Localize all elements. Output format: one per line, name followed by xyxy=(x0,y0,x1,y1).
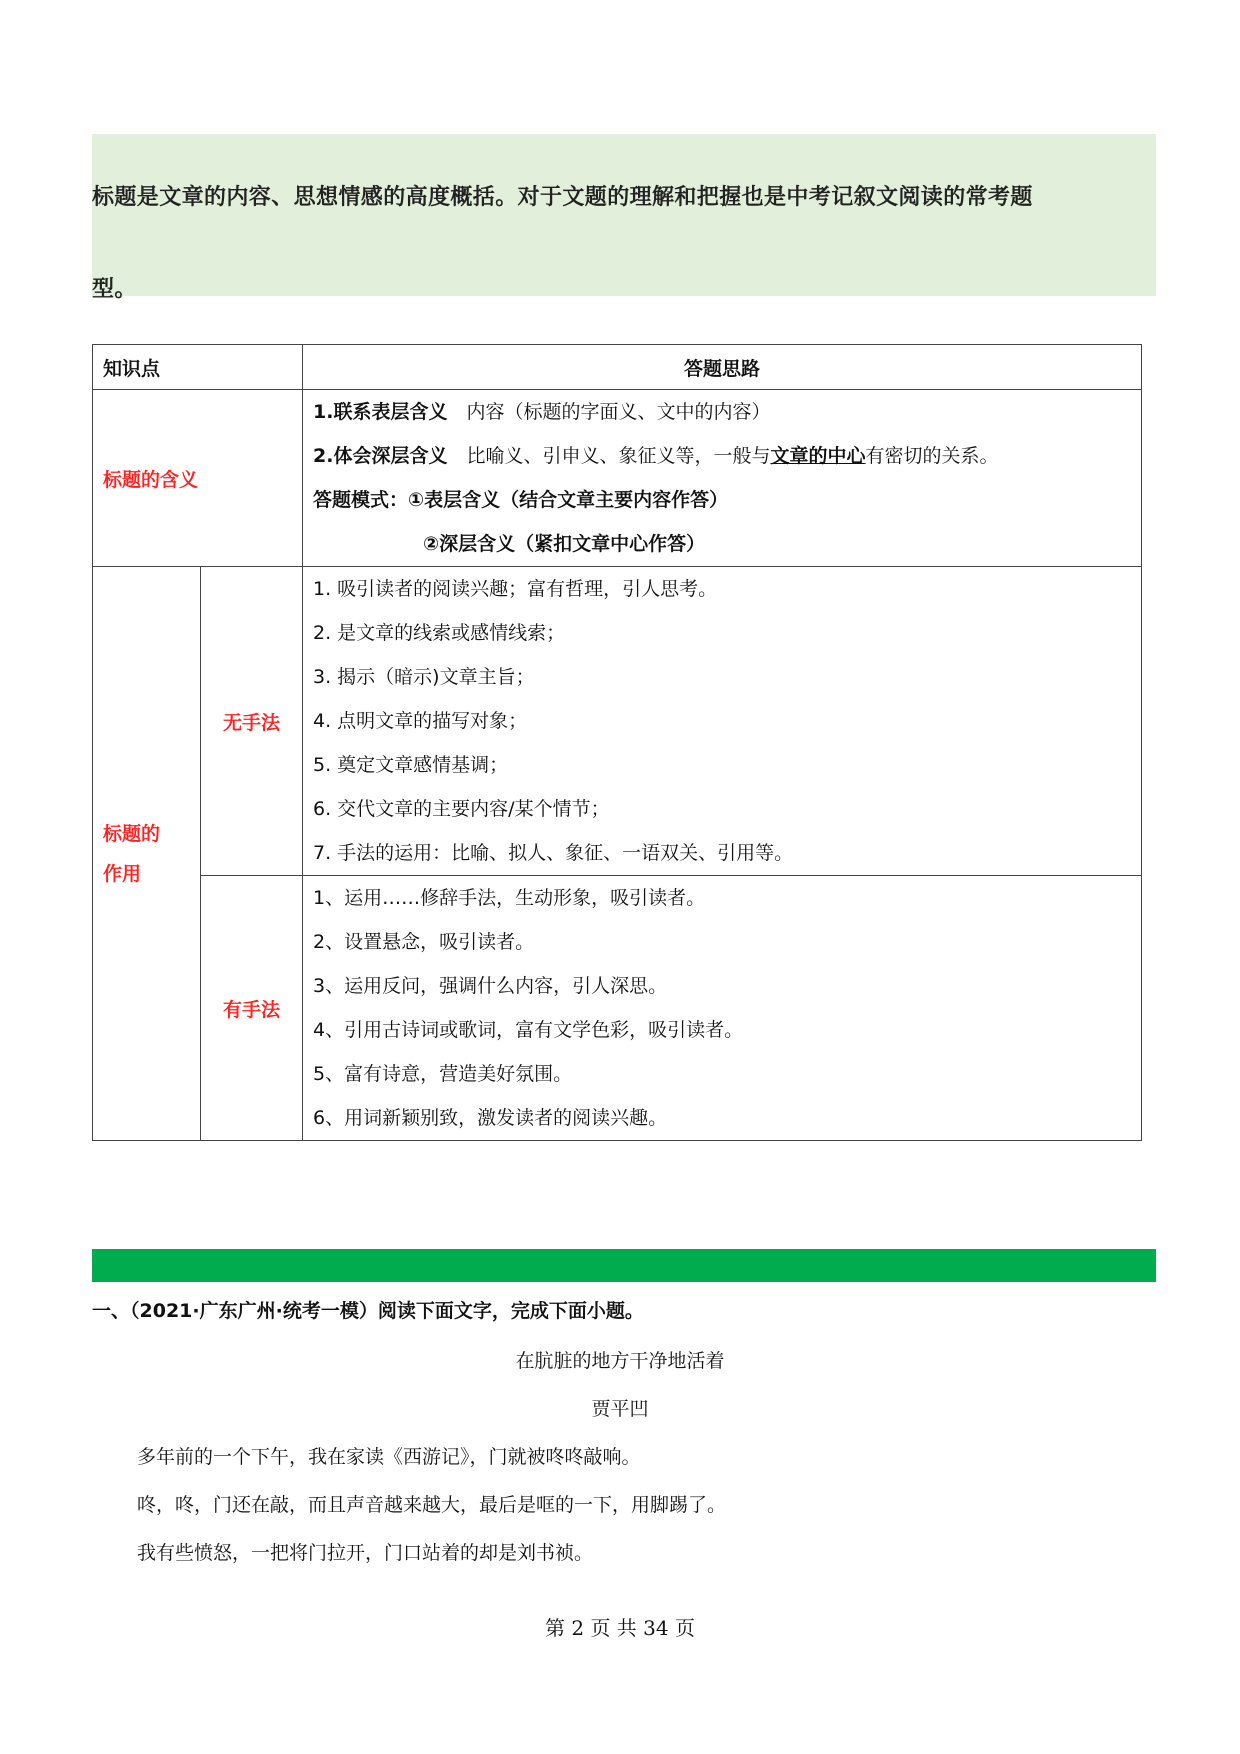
list-item: 1. 吸引读者的阅读兴趣；富有哲理，引人思考。 xyxy=(313,578,718,600)
answer-mode-line-2: ②深层含义（紧扣文章中心作答） xyxy=(423,533,706,555)
list-item: 3、运用反问，强调什么内容，引人深思。 xyxy=(313,975,668,997)
table-row-no-technique xyxy=(93,567,1142,876)
meaning-item-2-text-a: 比喻义、引申义、象征义等，一般与 xyxy=(447,445,771,467)
table-row-meaning xyxy=(93,390,1142,567)
list-item: 5. 奠定文章感情基调； xyxy=(313,754,509,776)
intro-callout xyxy=(92,134,1156,302)
list-item: 6. 交代文章的主要内容/某个情节； xyxy=(313,798,610,820)
with-technique-list xyxy=(303,876,1142,1141)
header-answer-approach: 答题思路 xyxy=(303,345,1142,390)
meaning-item-2 xyxy=(313,434,1131,478)
list-item: 2、设置悬念，吸引读者。 xyxy=(313,931,535,953)
intro-text xyxy=(92,152,1156,336)
function-label xyxy=(93,567,201,1141)
section-divider-bar xyxy=(92,1249,1156,1282)
function-label-line-2: 作用 xyxy=(103,862,142,885)
article-paragraph: 我有些愤怒，一把将门拉开，门口站着的却是刘书祯。 xyxy=(137,1542,594,1564)
meaning-item-2-underlined: 文章的中心 xyxy=(770,445,866,467)
article-title: 在肮脏的地方干净地活着 xyxy=(515,1350,725,1372)
list-item: 5、富有诗意，营造美好氛围。 xyxy=(313,1063,573,1085)
list-item: 4、引用古诗词或歌词，富有文学色彩，吸引读者。 xyxy=(313,1019,744,1041)
no-technique-list xyxy=(303,567,1142,876)
intro-line-1: 标题是文章的内容、思想情感的高度概括。对于文题的理解和把握也是中考记叙文阅读的常考题 xyxy=(92,185,1033,210)
meaning-content xyxy=(303,390,1142,567)
answer-mode-line-1: 答题模式：①表层含义（结合文章主要内容作答） xyxy=(313,489,729,511)
list-item: 7. 手法的运用：比喻、拟人、象征、一语双关、引用等。 xyxy=(313,842,794,864)
list-item: 3. 揭示（暗示)文章主旨； xyxy=(313,666,535,688)
knowledge-table xyxy=(92,344,1142,1141)
meaning-item-1-heading: 1.联系表层含义 xyxy=(313,401,448,423)
article-author: 贾平凹 xyxy=(591,1398,649,1420)
table-header-row xyxy=(93,345,1142,390)
table-row-with-technique xyxy=(93,876,1142,1141)
meaning-item-1-text: 内容（标题的字面义、文中的内容） xyxy=(447,401,771,423)
meaning-item-1 xyxy=(313,390,1131,434)
article-paragraph: 多年前的一个下午，我在家读《西游记》，门就被咚咚敲响。 xyxy=(137,1446,641,1468)
meaning-label: 标题的含义 xyxy=(93,390,303,567)
meaning-item-2-heading: 2.体会深层含义 xyxy=(313,445,448,467)
list-item: 1、运用……修辞手法，生动形象，吸引读者。 xyxy=(313,887,706,909)
list-item: 6、用词新颖别致，激发读者的阅读兴趣。 xyxy=(313,1107,668,1129)
intro-line-2: 型。 xyxy=(92,277,137,302)
question-title: 一、（2021·广东广州·统考一模）阅读下面文字，完成下面小题。 xyxy=(92,1300,644,1322)
header-knowledge-point: 知识点 xyxy=(93,345,303,390)
with-technique-label: 有手法 xyxy=(201,876,303,1141)
article-paragraph: 咚，咚，门还在敲，而且声音越来越大，最后是哐的一下，用脚踢了。 xyxy=(137,1494,727,1516)
meaning-item-2-text-b: 有密切的关系。 xyxy=(865,445,999,467)
function-label-line-1: 标题的 xyxy=(103,822,161,845)
page-number: 第 2 页 共 34 页 xyxy=(545,1616,695,1640)
list-item: 4. 点明文章的描写对象； xyxy=(313,710,528,732)
no-technique-label: 无手法 xyxy=(201,567,303,876)
list-item: 2. 是文章的线索或感情线索； xyxy=(313,622,566,644)
